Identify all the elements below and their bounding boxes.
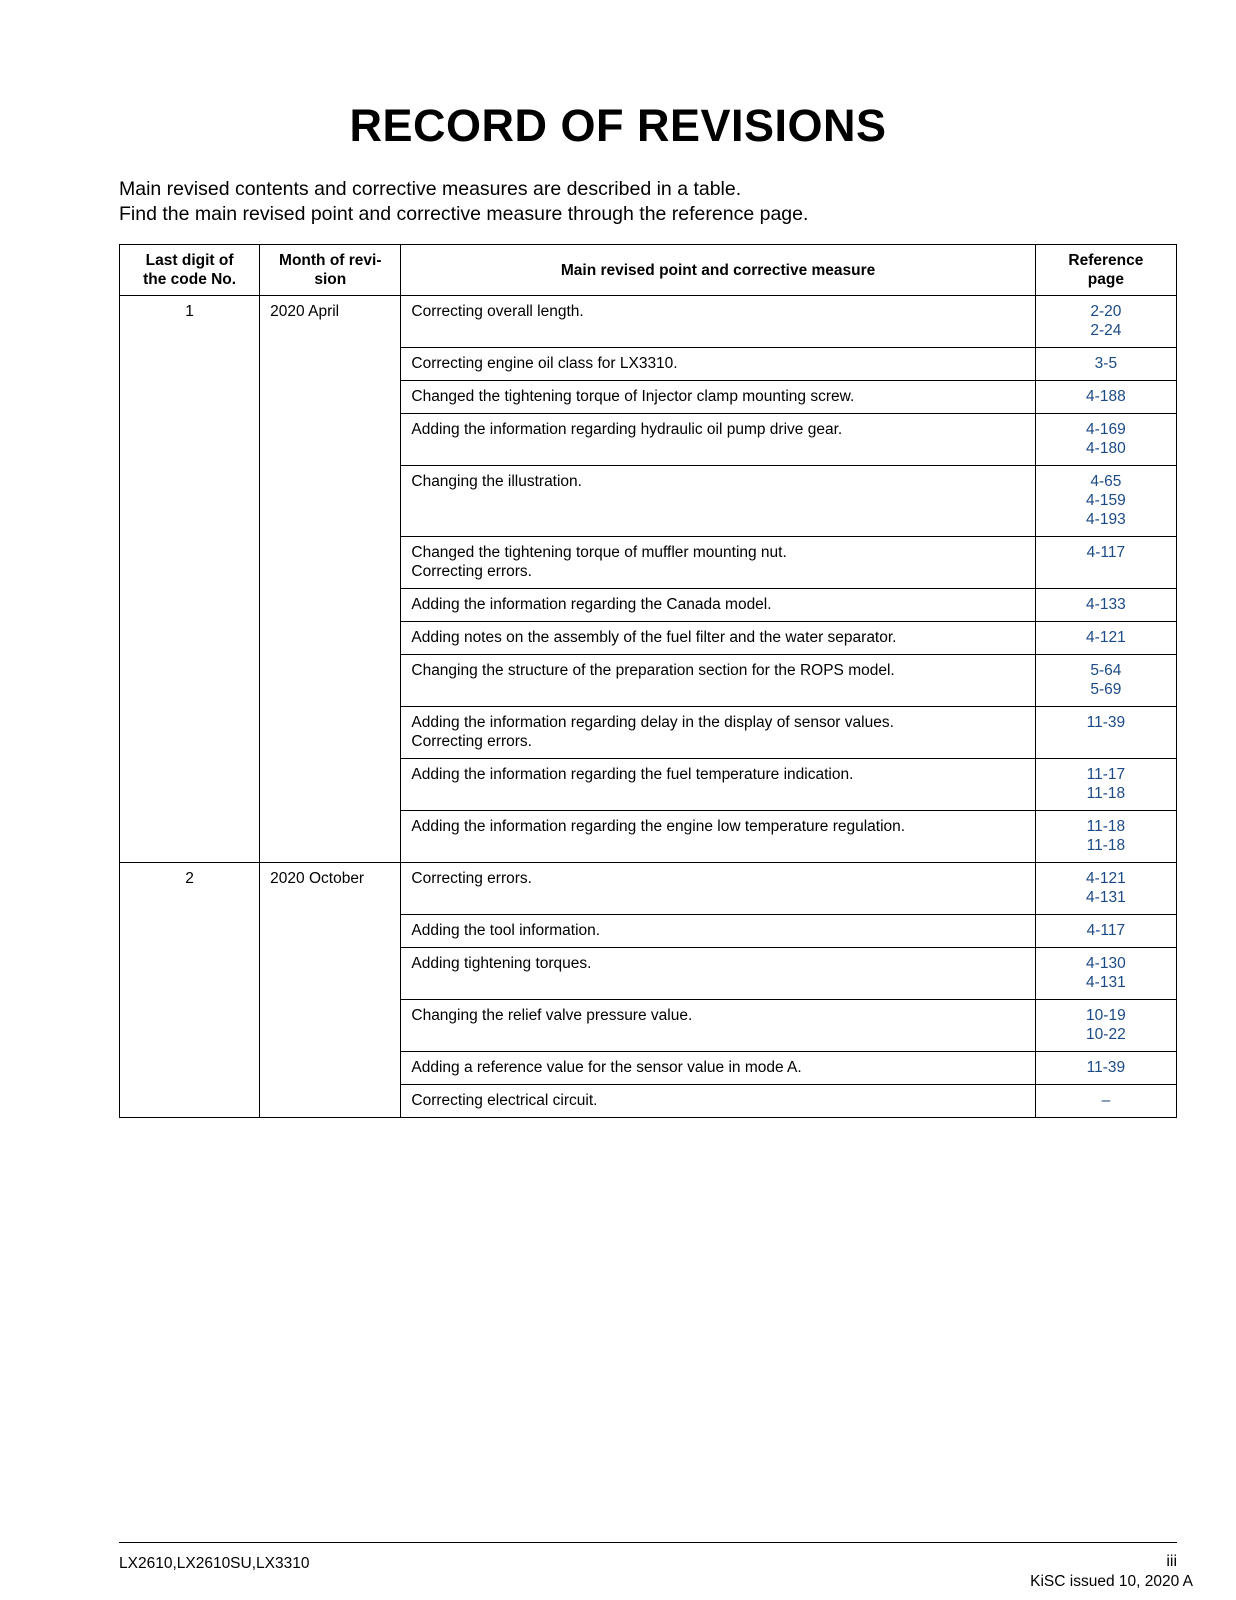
revision-description-cell	[401, 707, 1035, 759]
revision-description-cell	[401, 811, 1035, 863]
footer-models: LX2610,LX2610SU,LX3310	[119, 1555, 310, 1572]
reference-page-link[interactable]: 4-121	[1086, 870, 1126, 887]
reference-page-cell	[1035, 537, 1176, 589]
reference-page-link[interactable]: 4-131	[1086, 974, 1126, 991]
revision-description-cell	[401, 655, 1035, 707]
reference-page-cell	[1035, 915, 1176, 948]
reference-page-cell	[1035, 296, 1176, 348]
reference-page-link[interactable]: 5-69	[1090, 681, 1122, 698]
footer-rule	[119, 1542, 1177, 1543]
reference-page-cell	[1035, 863, 1176, 915]
description-line: Changing the illustration.	[411, 473, 582, 490]
revision-description-cell	[401, 759, 1035, 811]
reference-page-link[interactable]: –	[1101, 1092, 1111, 1109]
description-line: Correcting errors.	[411, 733, 532, 750]
revision-description-cell	[401, 348, 1035, 381]
description-line: Correcting engine oil class for LX3310.	[411, 355, 678, 372]
revision-description-cell	[401, 537, 1035, 589]
reference-page-link[interactable]: 10-19	[1086, 1007, 1126, 1024]
description-line: Adding the information regarding the fuel temperature indication.	[411, 766, 854, 783]
reference-page-cell	[1035, 589, 1176, 622]
revision-description-cell	[401, 414, 1035, 466]
page-title: RECORD OF REVISIONS	[349, 100, 887, 151]
reference-page-link[interactable]: 4-130	[1086, 955, 1126, 972]
reference-page-cell	[1035, 1052, 1176, 1085]
intro-line-2: Find the main revised point and corrective measure through the reference page.	[119, 203, 809, 225]
reference-page-link[interactable]: 11-18	[1086, 818, 1126, 835]
reference-page-link[interactable]: 2-20	[1090, 303, 1122, 320]
revision-description-cell	[401, 948, 1035, 1000]
reference-page-link[interactable]: 11-39	[1086, 714, 1126, 731]
description-line: Adding notes on the assembly of the fuel filter and the water separator.	[411, 629, 897, 646]
intro-text	[119, 177, 808, 227]
revision-description-cell	[401, 863, 1035, 915]
description-line: Adding the tool information.	[411, 922, 601, 939]
revision-description-cell	[401, 296, 1035, 348]
description-line: Correcting electrical circuit.	[411, 1092, 598, 1109]
reference-page-cell	[1035, 759, 1176, 811]
reference-page-link[interactable]: 4-133	[1086, 596, 1126, 613]
reference-page-link[interactable]: 4-117	[1086, 544, 1126, 561]
reference-page-cell	[1035, 948, 1176, 1000]
reference-page-link[interactable]: 4-131	[1086, 889, 1126, 906]
header-description: Main revised point and corrective measure	[401, 245, 1035, 296]
header-month: Month of revi- sion	[260, 245, 401, 296]
code-digit-cell: 1	[120, 296, 260, 863]
page-number: iii	[1166, 1553, 1177, 1570]
description-line: Correcting errors.	[411, 563, 532, 580]
reference-page-link[interactable]: 5-64	[1090, 662, 1122, 679]
issued-note: KiSC issued 10, 2020 A	[1030, 1573, 1193, 1590]
description-line: Adding tightening torques.	[411, 955, 592, 972]
reference-page-link[interactable]: 4-193	[1086, 511, 1126, 528]
revision-description-cell	[401, 1085, 1035, 1118]
reference-page-link[interactable]: 4-65	[1090, 473, 1122, 490]
description-line: Adding the information regarding delay in the display of sensor values.	[411, 714, 894, 731]
reference-page-cell	[1035, 466, 1176, 537]
table-header-row	[120, 245, 1177, 296]
reference-page-cell	[1035, 811, 1176, 863]
reference-page-link[interactable]: 10-22	[1086, 1026, 1126, 1043]
reference-page-cell	[1035, 707, 1176, 759]
description-line: Adding the information regarding the Canada model.	[411, 596, 772, 613]
revisions-table-body	[120, 296, 1177, 1118]
revision-month-cell: 2020 April	[260, 296, 401, 863]
reference-page-cell	[1035, 348, 1176, 381]
description-line: Adding the information regarding hydraulic oil pump drive gear.	[411, 421, 843, 438]
description-line: Correcting errors.	[411, 870, 532, 887]
description-line: Adding a reference value for the sensor value in mode A.	[411, 1059, 802, 1076]
reference-page-link[interactable]: 4-159	[1086, 492, 1126, 509]
reference-page-link[interactable]: 3-5	[1094, 355, 1118, 372]
revisions-table	[119, 244, 1177, 1118]
reference-page-cell	[1035, 655, 1176, 707]
reference-page-link[interactable]: 4-188	[1086, 388, 1126, 405]
revision-description-cell	[401, 622, 1035, 655]
reference-page-cell	[1035, 381, 1176, 414]
description-line: Adding the information regarding the engine low temperature regulation.	[411, 818, 906, 835]
reference-page-link[interactable]: 4-169	[1086, 421, 1126, 438]
table-row	[120, 296, 1177, 348]
description-line: Changing the structure of the preparation section for the ROPS model.	[411, 662, 895, 679]
reference-page-link[interactable]: 11-39	[1086, 1059, 1126, 1076]
reference-page-link[interactable]: 11-18	[1086, 785, 1126, 802]
revision-month-cell: 2020 October	[260, 863, 401, 1118]
revision-description-cell	[401, 1000, 1035, 1052]
revision-description-cell	[401, 381, 1035, 414]
description-line: Changed the tightening torque of muffler mounting nut.	[411, 544, 787, 561]
revision-description-cell	[401, 915, 1035, 948]
reference-page-link[interactable]: 2-24	[1090, 322, 1122, 339]
header-last-digit: Last digit of the code No.	[120, 245, 260, 296]
reference-page-cell	[1035, 1085, 1176, 1118]
revision-description-cell	[401, 466, 1035, 537]
reference-page-link[interactable]: 4-121	[1086, 629, 1126, 646]
reference-page-cell	[1035, 414, 1176, 466]
table-row	[120, 863, 1177, 915]
revision-description-cell	[401, 1052, 1035, 1085]
reference-page-link[interactable]: 4-180	[1086, 440, 1126, 457]
reference-page-cell	[1035, 1000, 1176, 1052]
description-line: Changing the relief valve pressure value.	[411, 1007, 693, 1024]
intro-line-1: Main revised contents and corrective measures are described in a table.	[119, 178, 742, 200]
reference-page-link[interactable]: 11-18	[1086, 837, 1126, 854]
revision-description-cell	[401, 589, 1035, 622]
reference-page-link[interactable]: 4-117	[1086, 922, 1126, 939]
reference-page-cell	[1035, 622, 1176, 655]
code-digit-cell: 2	[120, 863, 260, 1118]
header-reference: Reference page	[1035, 245, 1176, 296]
reference-page-link[interactable]: 11-17	[1086, 766, 1126, 783]
description-line: Correcting overall length.	[411, 303, 584, 320]
description-line: Changed the tightening torque of Injector clamp mounting screw.	[411, 388, 855, 405]
